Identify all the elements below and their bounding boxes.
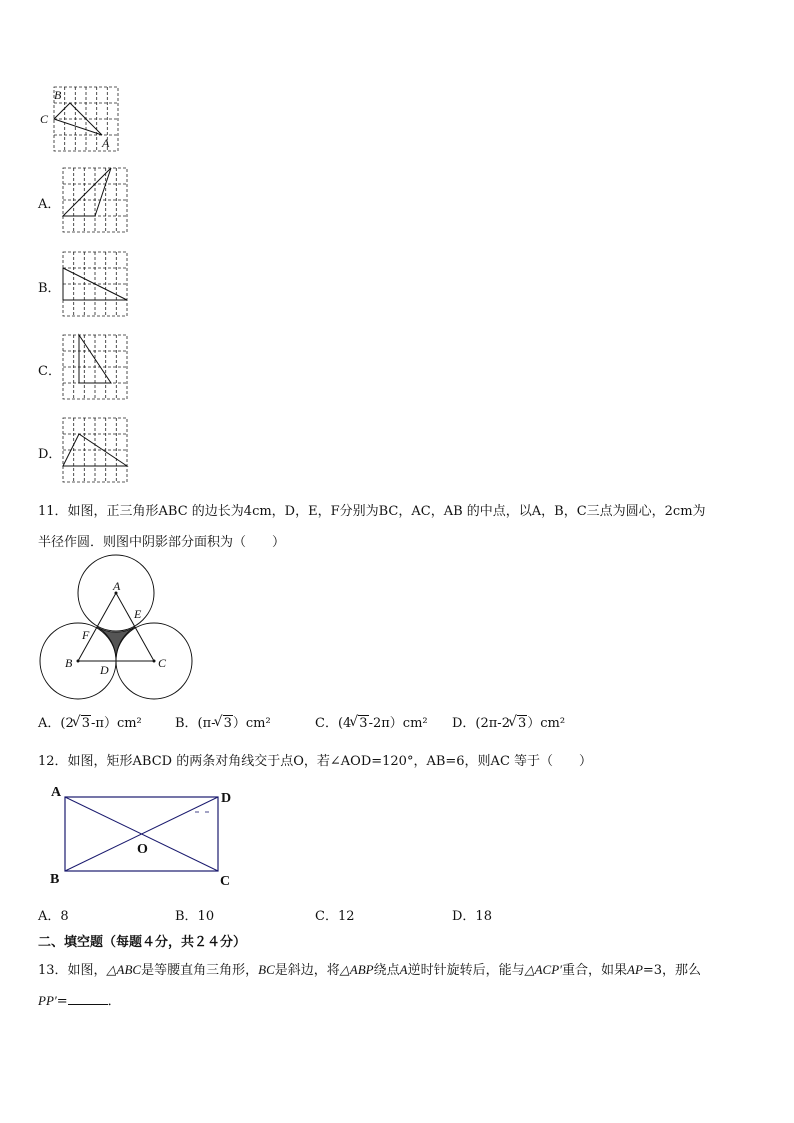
q10-option-a-figure: [63, 168, 129, 234]
q11-label-C: C: [158, 656, 167, 670]
q12-option-b: B．10: [175, 909, 215, 924]
q10-option-d-label: D．: [38, 447, 62, 462]
q11-label-D: D: [100, 663, 109, 677]
q10-label-B: B: [54, 88, 62, 102]
q11-stem-line1: 11．如图，正三角形ABC 的边长为4cm，D，E，F分别为BC，AC，AB 的中点，以A，B，C三点为圆心，2cm为: [38, 504, 706, 519]
q11-label-B: B: [65, 656, 73, 670]
q10-original-figure: [38, 84, 128, 154]
q11-option-c: C．(4√ 3-2π）cm²: [315, 712, 428, 731]
q12-figure: [46, 782, 246, 888]
section-2-title: 二、填空题（每题４分，共２４分）: [38, 935, 247, 950]
q13-answer-blank[interactable]: [68, 992, 108, 1005]
q12-label-A: A: [51, 785, 62, 800]
q11-label-E: E: [134, 607, 142, 621]
q10-label-C: C: [40, 112, 49, 126]
q11-option-a: A．(2√ 3-π）cm²: [38, 712, 142, 731]
q12-label-C: C: [220, 874, 231, 889]
q11-option-b: B．(π-√ 3）cm²: [175, 712, 271, 731]
q12-label-O: O: [137, 842, 148, 857]
q12-option-a: A．8: [38, 909, 69, 924]
q11-option-d: D．(2π-2√ 3）cm²: [452, 712, 565, 731]
q11-label-A: A: [113, 579, 121, 593]
q10-option-d-figure: [63, 418, 129, 484]
q12-stem: 12．如图，矩形ABCD 的两条对角线交于点O，若∠AOD=120°，AB=6，则AC 等于（ ）: [38, 754, 593, 769]
q10-option-b-figure: [63, 252, 129, 318]
q10-option-c-label: C．: [38, 364, 61, 379]
q10-label-A: A: [102, 136, 110, 150]
q10-option-a-label: A．: [38, 197, 61, 212]
q11-label-F: F: [82, 628, 90, 642]
q10-option-b-label: B．: [38, 281, 61, 296]
q10-option-c-figure: [63, 335, 129, 401]
q13-stem-line1: 13．如图，△ABC是等腰直角三角形，BC是斜边，将△ABP绕点A逆时针旋转后，能与△ACP′重合，如果AP=3，那么: [38, 962, 702, 978]
q12-label-B: B: [50, 872, 60, 887]
q12-option-d: D．18: [452, 909, 492, 924]
q11-figure: [36, 553, 198, 703]
q11-stem-line2: 半径作圆．则图中阴影部分面积为（ ）: [38, 535, 286, 550]
q12-label-D: D: [221, 791, 232, 806]
q12-option-c: C．12: [315, 909, 355, 924]
q13-stem-line2: PP′= ．: [38, 993, 121, 1009]
